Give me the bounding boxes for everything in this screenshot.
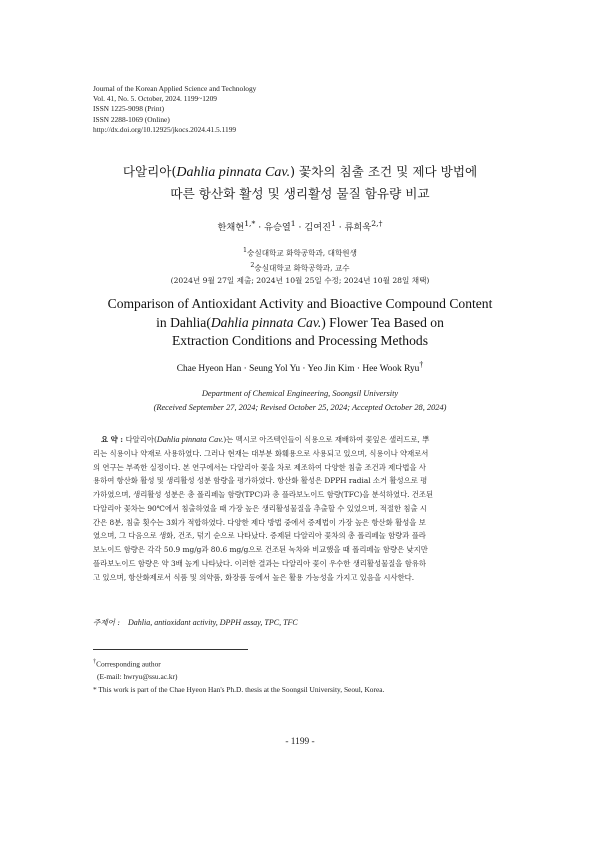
affiliation-2: [60, 260, 540, 275]
affil-mark: 1: [243, 247, 248, 254]
received-dates: (Received September 27, 2024; Revised October 25, 2024; Accepted October 28, 2024): [153, 402, 447, 412]
thesis-note: * This work is part of the Chae Hyeon Han's Ph.D. thesis at the Soongsil University, Seoul, Korea.: [93, 684, 385, 694]
english-affiliation: [60, 387, 540, 414]
korean-affiliations: [60, 245, 540, 287]
issn-print: ISSN 1225-9098 (Print): [93, 104, 165, 114]
korean-title-text: 다알리아(: [122, 164, 177, 179]
keywords: [93, 617, 298, 628]
english-title-line-3: Extraction Conditions and Processing Methods: [172, 333, 428, 348]
english-title-line-1: Comparison of Antioxidant Activity and Bioactive Compound Content: [107, 296, 493, 311]
abstract-text: )는 멕시코 아즈텍인들이 식용으로 재배하여 꽃잎은 샐러드로, 뿌: [223, 435, 430, 444]
abstract-label: 요 약 :: [101, 435, 126, 444]
abstract-line: 리는 식용이나 약재로 사용하였다. 그러나 현재는 대부분 화훼용으로 사용되고 있으며, 식용이나 약재로서: [93, 448, 429, 458]
journal-volume: Vol. 41, No. 5. October, 2024. 1199~1209: [93, 94, 217, 104]
author-affil-mark: 2,†: [371, 219, 383, 228]
page-number: - 1199 -: [285, 737, 315, 747]
keywords-text: Dahlia, antioxidant activity, DPPH assay, TPC, TFC: [127, 618, 298, 627]
issn-online: ISSN 2288-1069 (Online): [93, 114, 170, 124]
author-affil-mark: 1: [331, 219, 336, 228]
author-separator: ·: [295, 222, 305, 234]
affil-mark: 2: [250, 261, 255, 269]
korean-title: [60, 161, 540, 204]
abstract-line: 용하여 항산화 활성 및 생리활성 성분 함량을 평가하였다. 항산화 활성은 DPPH radial 소거 활성으로 평: [93, 476, 428, 486]
email-note: (E-mail: hwryu@ssu.ac.kr): [97, 672, 178, 682]
submission-dates: (2024년 9월 27일 제출; 2024년 10월 25일 수정; 2024년 10월 28일 채택): [170, 275, 430, 285]
author-name: 김여진: [304, 222, 332, 234]
abstract-line: 였으며, 그 다음으로 생화, 건조, 덖기 순으로 나타났다. 증제된 다알리아 꽃차의 총 폴리페놀 함량과 플라: [93, 531, 426, 541]
abstract-line: 고 있으며, 항산화제로서 식품 및 의약품, 화장품 등에서 높은 활용 가능성을 가지고 있음을 시사한다.: [93, 572, 415, 582]
korean-title-text: ) 꽃차의 침출 조건 및 제다 방법에: [290, 164, 478, 179]
author-name: 유승열: [264, 222, 291, 234]
footnote-text: Corresponding author: [96, 659, 161, 669]
english-title: [60, 295, 540, 351]
corresponding-mark: †: [419, 360, 424, 369]
affiliation-text: 숭실대학교 화학공학과, 대학원생: [247, 248, 357, 258]
abstract-line: [93, 433, 515, 447]
author-name: 류희욱: [344, 222, 372, 234]
abstract-line: 가하였으며, 생리활성 성분은 총 폴리페놀 함량(TPC)과 총 플라보노이드 함량(TFC)을 분석하였다. 건조된: [93, 490, 434, 499]
abstract-line: 다알리아 꽃차는 90℃에서 침출하였을 때 가장 높은 생리활성물질을 추출할 수 있었으며, 적절한 침출 시: [93, 503, 428, 513]
korean-title-line-1: [60, 161, 540, 183]
journal-info: [93, 84, 256, 135]
english-title-text: ) Flower Tea Based on: [321, 314, 444, 330]
author-separator: ·: [255, 222, 265, 234]
affiliation-text: 숭실대학교 화학공학과, 교수: [254, 263, 350, 273]
english-title-text: in Dahlia(: [156, 314, 211, 330]
doi-link[interactable]: http://dx.doi.org/10.12925/jkocs.2024.41.5.1199: [93, 124, 237, 134]
author-separator: ·: [335, 222, 345, 234]
journal-name: Journal of the Korean Applied Science and Technology: [93, 84, 257, 93]
korean-authors: [60, 219, 540, 233]
abstract-line: 플라보노이드 함량은 약 3배 높게 나타났다. 이러한 결과는 다알리아 꽃이 우수한 생리활성물질을 함유하: [93, 558, 426, 568]
dagger-mark: †: [93, 659, 97, 665]
korean-title-line-2: 따른 항산화 활성 및 생리활성 물질 함유량 비교: [170, 186, 430, 201]
english-title-line-2: [60, 314, 540, 333]
abstract: [93, 433, 515, 584]
footnotes: [93, 656, 384, 696]
scientific-name: Dahlia pinnata Cav.: [176, 165, 291, 180]
abstract-line: 보노이드 함량은 각각 50.9 mg/g과 80.6 mg/g으로 건조된 녹차와 비교했을 때 폴리페놀 함량은 낮지만: [93, 545, 428, 554]
footnote-divider: [93, 649, 248, 650]
abstract-line: 간은 8분, 침출 횟수는 3회가 적합하였다. 다양한 제다 방법 중에서 증제법이 가장 높은 항산화 활성을 보: [93, 517, 426, 527]
department: Department of Chemical Engineering, Soongsil University: [201, 389, 399, 398]
author-affil-mark: 1,*: [244, 219, 256, 228]
english-authors: [60, 360, 540, 374]
abstract-line: 의 연구는 부족한 실정이다. 본 연구에서는 다알리아 꽃을 차로 제조하여 다양한 침출 조건과 제다법을 사: [93, 462, 426, 472]
author-list: Chae Hyeon Han · Seung Yol Yu · Yeo Jin Kim · Hee Wook Ryu: [176, 364, 420, 375]
corresponding-author-note: [93, 656, 384, 671]
scientific-name: Dahlia pinnata Cav.: [156, 435, 224, 444]
scientific-name: Dahlia pinnata Cav.: [210, 314, 322, 330]
author-name: 한채현: [217, 222, 245, 234]
keywords-label: 주제어 :: [93, 618, 120, 627]
abstract-text: 다알리아(: [125, 435, 157, 444]
affiliation-1: [60, 245, 540, 260]
author-affil-mark: 1: [290, 219, 296, 228]
